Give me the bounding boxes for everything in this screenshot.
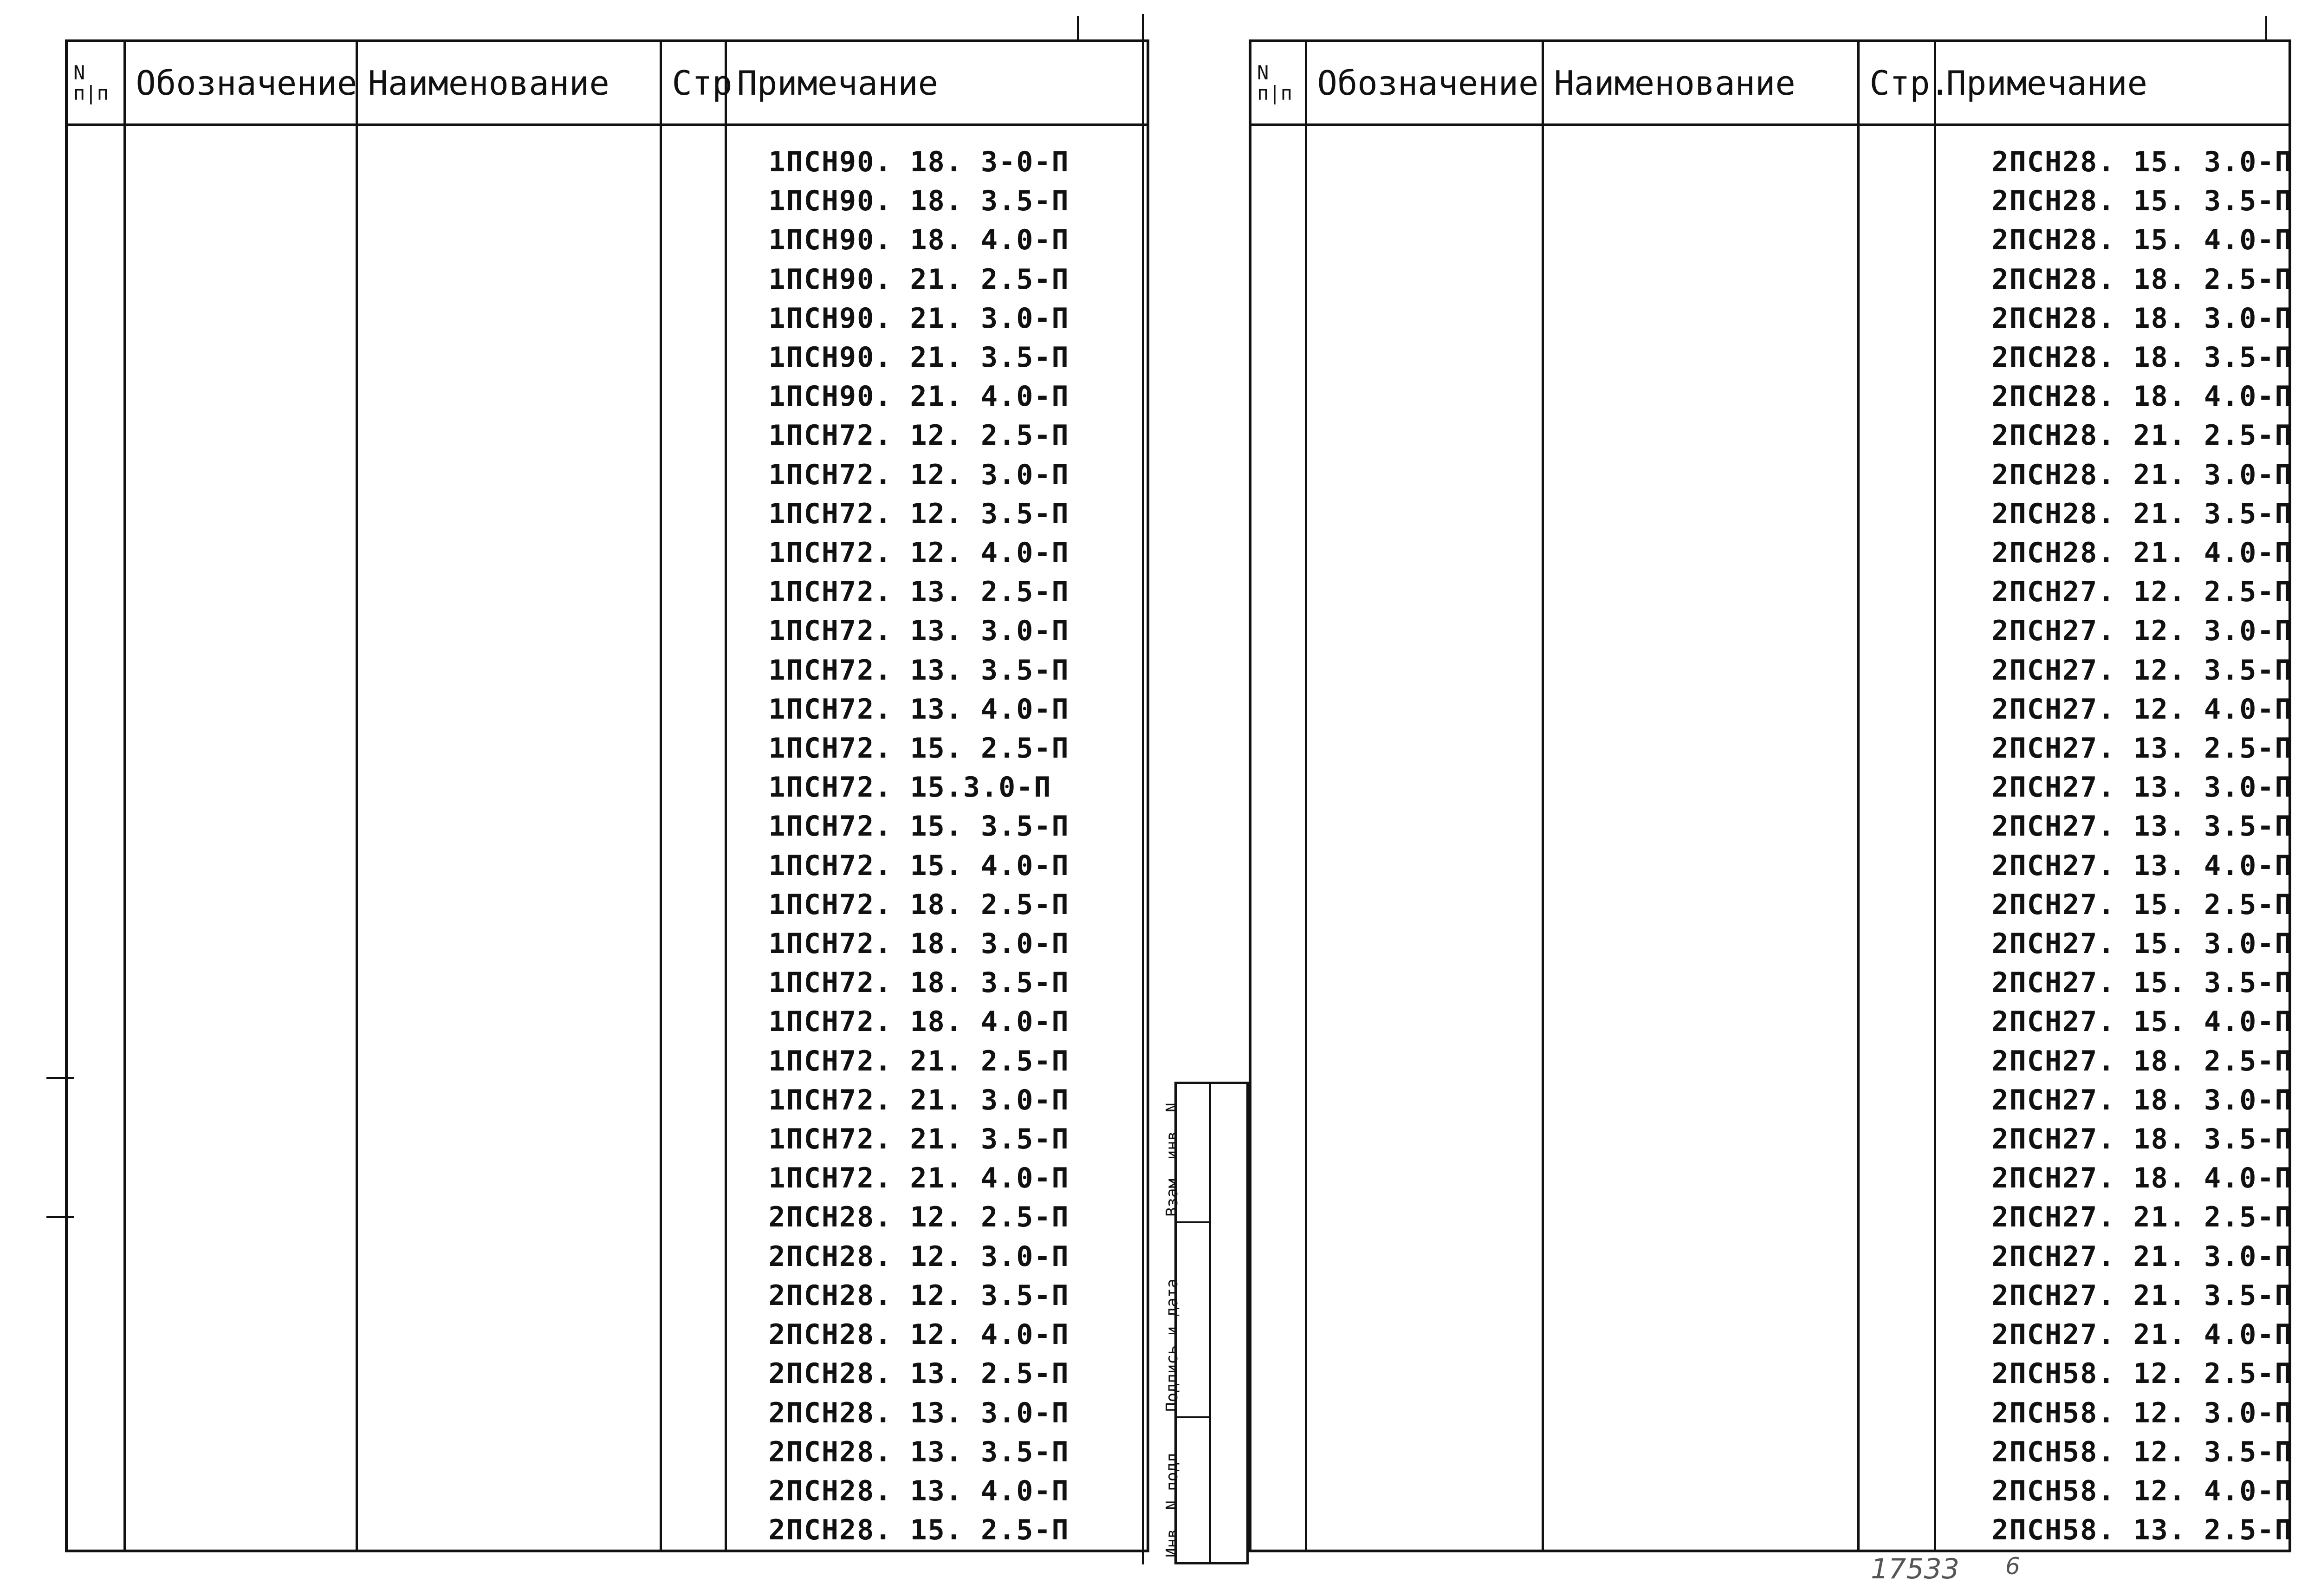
right-note-item: 2ПСН27. 18. 3.0-П — [1991, 1083, 2293, 1116]
right-note-item: 2ПСН28. 18. 3.5-П — [1991, 341, 2293, 374]
left-note-item: 1ПСН72. 12. 3.0-П — [768, 458, 1070, 491]
header-number — [66, 41, 124, 125]
left-spec-table — [65, 39, 1149, 1552]
left-note-item: 2ПСН28. 13. 3.0-П — [768, 1396, 1070, 1429]
stamp-replaced-inv: Взам. инв. N — [1163, 1103, 1181, 1217]
header-designation: Обозначение — [124, 41, 357, 125]
left-note-item: 1ПСН90. 21. 4.0-П — [768, 380, 1070, 413]
left-note-item: 1ПСН72. 15. 3.5-П — [768, 810, 1070, 843]
right-note-item: 2ПСН28. 18. 4.0-П — [1991, 380, 2293, 413]
left-note-item: 1ПСН72. 21. 4.0-П — [768, 1162, 1070, 1195]
right-body-row — [1250, 125, 2290, 1551]
right-note-item: 2ПСН58. 12. 3.5-П — [1991, 1435, 2293, 1468]
header-number — [1250, 41, 1306, 125]
right-note-item: 2ПСН27. 21. 4.0-П — [1991, 1318, 2293, 1351]
right-note-item: 2ПСН27. 12. 4.0-П — [1991, 693, 2293, 726]
right-note-item: 2ПСН27. 13. 3.0-П — [1991, 771, 2293, 804]
right-note-item: 2ПСН27. 13. 3.5-П — [1991, 810, 2293, 843]
left-note-item: 1ПСН72. 12. 4.0-П — [768, 537, 1070, 570]
cell-name — [357, 125, 661, 1551]
right-note-item: 2ПСН28. 18. 2.5-П — [1991, 263, 2293, 296]
left-note-item: 1ПСН90. 21. 3.0-П — [768, 302, 1070, 335]
stamp-cell-signature — [1163, 1223, 1209, 1418]
left-note-item: 1ПСН72. 13. 3.0-П — [768, 615, 1070, 648]
left-note-item: 1ПСН72. 21. 3.0-П — [768, 1083, 1070, 1116]
left-note-item: 1ПСН72. 21. 2.5-П — [768, 1045, 1070, 1077]
left-note-list — [727, 126, 1147, 1550]
cell-page — [1858, 125, 1935, 1551]
left-note-item: 2ПСН28. 13. 2.5-П — [768, 1357, 1070, 1390]
stamp-cell-replaced-inv — [1163, 1084, 1209, 1223]
left-header-row — [66, 41, 1148, 125]
stamp-divider — [1209, 1084, 1211, 1562]
left-note-item: 1ПСН72. 18. 3.0-П — [768, 928, 1070, 960]
header-number-top: N — [73, 61, 85, 84]
cell-note — [726, 125, 1148, 1551]
left-note-item: 1ПСН72. 21. 3.5-П — [768, 1123, 1070, 1156]
left-note-item: 1ПСН72. 13. 4.0-П — [768, 693, 1070, 726]
cell-number — [1250, 125, 1306, 1551]
left-body-row — [66, 125, 1148, 1551]
left-note-item: 2ПСН28. 12. 3.5-П — [768, 1279, 1070, 1312]
cell-designation — [1306, 125, 1543, 1551]
left-note-item: 1ПСН72. 12. 2.5-П — [768, 419, 1070, 452]
header-number-top: N — [1257, 61, 1269, 84]
left-note-item: 1ПСН72. 12. 3.5-П — [768, 497, 1070, 530]
stamp-signature-date: Подпись и дата — [1163, 1278, 1181, 1412]
right-sheet — [1249, 0, 2293, 1596]
right-note-item: 2ПСН27. 18. 2.5-П — [1991, 1045, 2293, 1077]
right-note-item: 2ПСН28. 18. 3.0-П — [1991, 302, 2293, 335]
left-note-item: 1ПСН90. 21. 3.5-П — [768, 341, 1070, 374]
right-note-item: 2ПСН28. 15. 4.0-П — [1991, 224, 2293, 257]
right-note-item: 2ПСН27. 18. 4.0-П — [1991, 1162, 2293, 1195]
right-note-item: 2ПСН28. 15. 3.5-П — [1991, 185, 2293, 218]
left-note-item: 1ПСН90. 18. 3.5-П — [768, 185, 1070, 218]
right-note-item: 2ПСН28. 21. 4.0-П — [1991, 537, 2293, 570]
header-page: Стр — [661, 41, 726, 125]
left-note-item: 1ПСН72. 13. 2.5-П — [768, 576, 1070, 609]
left-note-item: 1ПСН72. 18. 2.5-П — [768, 888, 1070, 921]
right-note-item: 2ПСН27. 18. 3.5-П — [1991, 1123, 2293, 1156]
cell-name — [1543, 125, 1858, 1551]
right-note-item: 2ПСН27. 15. 3.5-П — [1991, 967, 2293, 999]
right-note-item: 2ПСН28. 21. 3.5-П — [1991, 497, 2293, 530]
right-note-item: 2ПСН58. 12. 4.0-П — [1991, 1474, 2293, 1507]
left-note-item: 1ПСН72. 15. 2.5-П — [768, 732, 1070, 765]
left-note-item: 2ПСН28. 12. 3.0-П — [768, 1240, 1070, 1273]
left-note-item: 1ПСН90. 21. 2.5-П — [768, 263, 1070, 296]
right-spec-table — [1249, 39, 2291, 1552]
header-page: Стр. — [1858, 41, 1935, 125]
header-note: Примечание — [726, 41, 1148, 125]
header-number-bottom: п|п — [73, 81, 109, 104]
right-note-item: 2ПСН27. 15. 3.0-П — [1991, 928, 2293, 960]
header-designation: Обозначение — [1306, 41, 1543, 125]
cell-designation — [124, 125, 357, 1551]
right-note-item: 2ПСН28. 21. 2.5-П — [1991, 419, 2293, 452]
cell-number — [66, 125, 124, 1551]
right-note-item: 2ПСН27. 15. 4.0-П — [1991, 1006, 2293, 1038]
right-note-item: 2ПСН58. 12. 2.5-П — [1991, 1357, 2293, 1390]
side-stamp — [1163, 1082, 1249, 1564]
left-sheet — [65, 0, 1147, 1596]
right-note-item: 2ПСН27. 12. 3.0-П — [1991, 615, 2293, 648]
left-note-item: 2ПСН28. 12. 4.0-П — [768, 1318, 1070, 1351]
right-note-item: 2ПСН27. 21. 3.0-П — [1991, 1240, 2293, 1273]
right-note-item: 2ПСН27. 12. 2.5-П — [1991, 576, 2293, 609]
right-note-item: 2ПСН58. 12. 3.0-П — [1991, 1396, 2293, 1429]
cell-page — [661, 125, 726, 1551]
left-note-item: 2ПСН28. 12. 2.5-П — [768, 1201, 1070, 1234]
right-note-item: 2ПСН27. 21. 2.5-П — [1991, 1201, 2293, 1234]
header-name: Наименование — [357, 41, 661, 125]
right-note-item: 2ПСН27. 15. 2.5-П — [1991, 888, 2293, 921]
stamp-inv-orig: Инв. N подл. — [1163, 1443, 1181, 1557]
right-note-item: 2ПСН27. 21. 3.5-П — [1991, 1279, 2293, 1312]
header-name: Наименование — [1543, 41, 1858, 125]
right-note-item: 2ПСН58. 13. 2.5-П — [1991, 1514, 2293, 1547]
archive-number: 17533 — [1871, 1553, 1959, 1585]
cell-note — [1935, 125, 2293, 1551]
left-note-item: 1ПСН90. 18. 4.0-П — [768, 224, 1070, 257]
left-note-item: 1ПСН90. 18. 3-0-П — [768, 146, 1070, 178]
header-number-bottom: п|п — [1257, 81, 1292, 104]
sheet-mark: 6 — [2005, 1553, 2020, 1580]
left-note-item: 1ПСН72. 18. 4.0-П — [768, 1006, 1070, 1038]
left-note-item: 2ПСН28. 15. 2.5-П — [768, 1514, 1070, 1547]
left-note-item: 1ПСН72. 15. 4.0-П — [768, 849, 1070, 882]
right-note-item: 2ПСН28. 15. 3.0-П — [1991, 146, 2293, 178]
left-note-item: 1ПСН72. 18. 3.5-П — [768, 967, 1070, 999]
right-note-item: 2ПСН27. 12. 3.5-П — [1991, 654, 2293, 687]
right-note-item: 2ПСН27. 13. 4.0-П — [1991, 849, 2293, 882]
left-note-item: 1ПСН72. 13. 3.5-П — [768, 654, 1070, 687]
left-note-item: 1ПСН72. 15.3.0-П — [768, 771, 1052, 804]
right-note-list — [1936, 126, 2293, 1550]
left-note-item: 2ПСН28. 13. 3.5-П — [768, 1435, 1070, 1468]
right-note-item: 2ПСН27. 13. 2.5-П — [1991, 732, 2293, 765]
right-header-row — [1250, 41, 2290, 125]
left-note-item: 2ПСН28. 13. 4.0-П — [768, 1474, 1070, 1507]
header-note: Примечание — [1935, 41, 2290, 125]
stamp-cell-inv-orig — [1163, 1418, 1209, 1562]
right-note-item: 2ПСН28. 21. 3.0-П — [1991, 458, 2293, 491]
